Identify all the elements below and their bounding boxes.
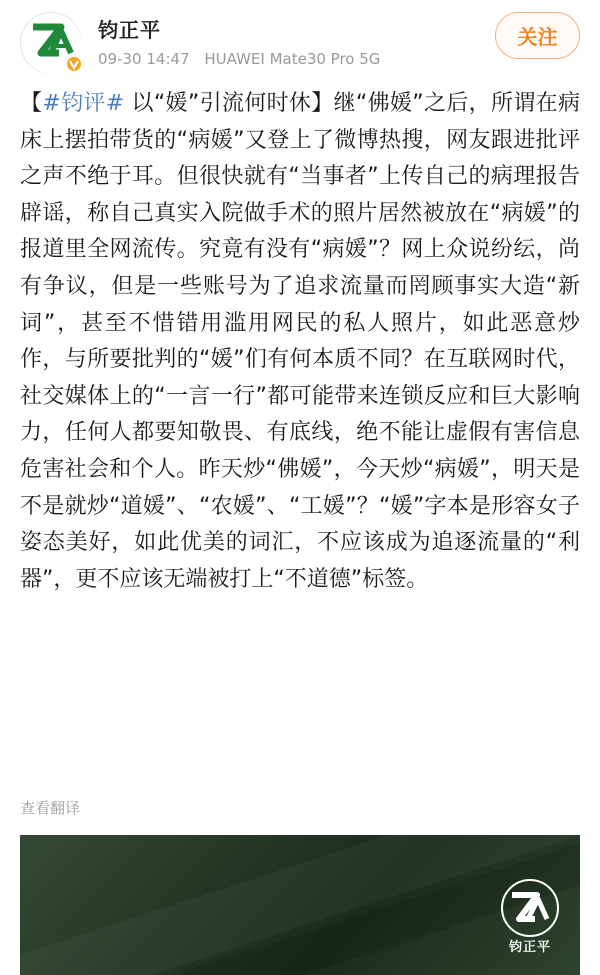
post-timestamp: 09-30 14:47 bbox=[98, 50, 190, 68]
verified-v-icon bbox=[68, 58, 80, 70]
post-header bbox=[0, 0, 600, 80]
post-device: HUAWEI Mate30 Pro 5G bbox=[204, 50, 381, 68]
author-avatar[interactable] bbox=[20, 12, 82, 74]
post-image[interactable] bbox=[20, 835, 580, 975]
post-title-rest: 以“媛”引流何时休】 bbox=[124, 91, 334, 116]
post-body bbox=[20, 86, 580, 598]
title-bracket: 【 bbox=[20, 91, 43, 116]
watermark-text: 钧正平 bbox=[508, 940, 551, 955]
verified-badge bbox=[65, 55, 83, 73]
follow-button[interactable]: 关注 bbox=[495, 12, 580, 59]
author-name[interactable]: 钧正平 bbox=[98, 18, 161, 42]
post-meta bbox=[98, 50, 390, 68]
translate-link[interactable]: 查看翻译 bbox=[20, 799, 81, 817]
post-text: 继“佛媛”之后，所谓在病床上摆拍带货的“病媛”又登上了微博热搜，网友跟进批评之声不绝于耳。但很快就有“当事者”上传自己的病理报告辟谣，称自己真实入院做手术的照片居然被放在“病媛”的报道里全网流传。究竟有没有“病媛”？网上众说纷纭，尚有争议，但是一些账号为了追求流量而罔顾事实大造“新词”，甚至不惜错用滥用网民的私人照片，如此恶意炒作，与所要批判的“媛”们有何本质不同？在互联网时代，社交媒体上的“一言一行”都可能带来连锁反应和巨大影响力，任何人都要知敬畏、有底线，绝不能让虚假有害信息危害社会和个人。昨天炒“佛媛”，今天炒“病媛”，明天是不是就炒“道媛”、“农媛”、“工媛”？“媛”字本是形容女子姿态美好，如此优美的词汇，不应该成为追逐流量的“利器”，更不应该无端被打上“不道德”标签。 bbox=[20, 91, 580, 592]
hashtag-link[interactable]: #钧评# bbox=[42, 91, 125, 116]
